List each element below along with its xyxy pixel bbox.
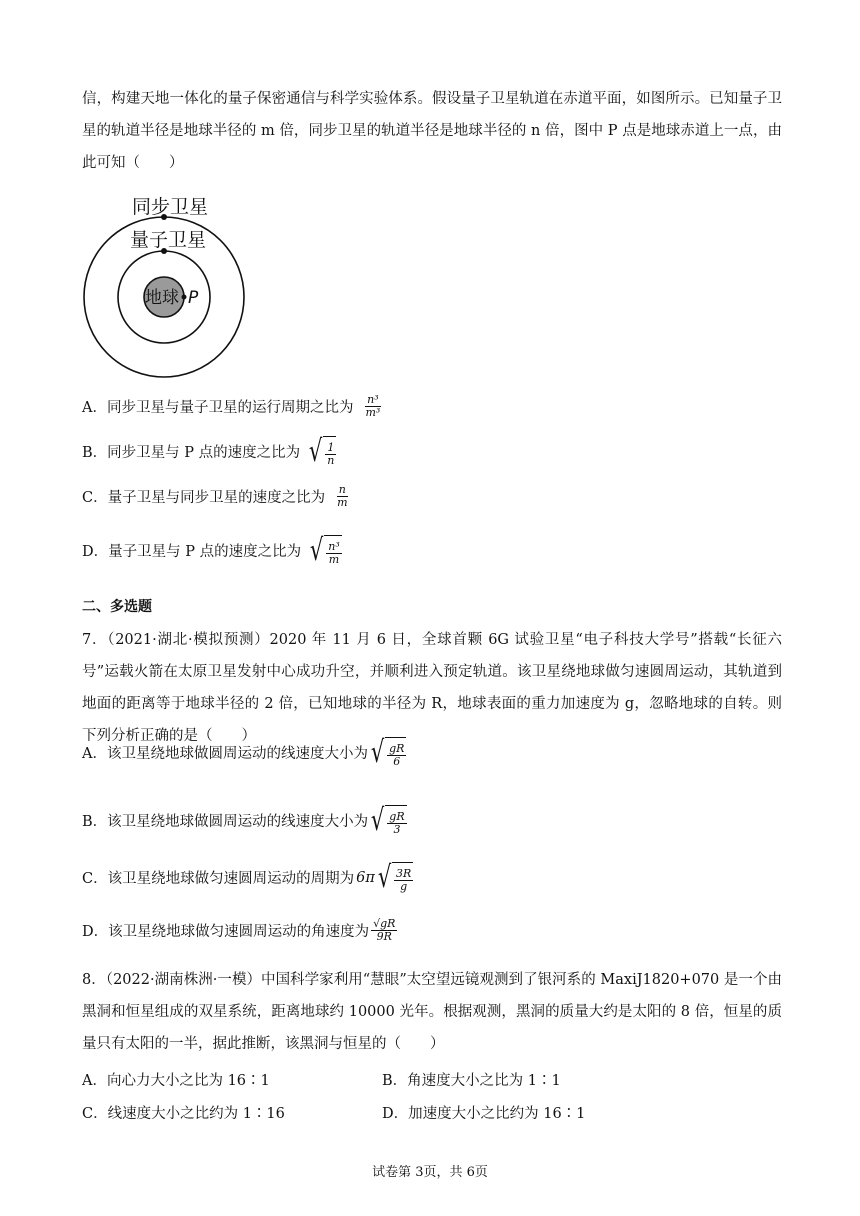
sqrt-expression: √ $\frac{\text{n³}}{m}$ <box>309 532 340 568</box>
q7-option-d[interactable]: D．该卫星绕地球做匀速圆周运动的角速度为 $\frac{√gR}{9R}$ <box>82 917 396 943</box>
q8-option-b[interactable]: B．角速度大小之比为 1∶1 <box>382 1073 561 1089</box>
q8-stem: 8．（2022·湖南株洲·一模）中国科学家利用“慧眼”太空望远镜观测到了银河系的 MaxiJ1820+070 是一个由黑洞和恒星组成的双星系统，距离地球约 10000 光年。根据观测，黑洞的质量大约是太阳的 8 倍，恒星的质量只有太阳的一半，据此推断，该黑洞与恒星的（ ） <box>82 972 782 1052</box>
q6-option-d[interactable]: D．量子卫星与 P 点的速度之比为 √ $\frac{\text{n³}}{m}$ <box>82 532 340 568</box>
q7-option-b[interactable]: B．该卫星绕地球做圆周运动的线速度大小为 √ $\frac{gR}{3}$ <box>82 802 405 838</box>
p-point-dot <box>182 295 187 300</box>
sqrt-expression: √ $\frac{gR}{6}$ <box>370 734 405 770</box>
q8-option-a[interactable]: A．向心力大小之比为 16∶1 <box>82 1073 270 1089</box>
section-title: 二、多选题 <box>82 599 152 615</box>
sqrt-expression: √ $\frac{1}{n}$ <box>309 433 335 469</box>
sqrt-expression: √ $\frac{gR}{3}$ <box>371 802 405 838</box>
q7-option-c[interactable]: C．该卫星绕地球做匀速圆周运动的周期为 6π √ $\frac{3R}{g}$ <box>82 859 412 895</box>
p-label: P <box>188 288 199 308</box>
q6-intro: 信，构建天地一体化的量子保密通信与科学实验体系。假设量子卫星轨道在赤道平面，如图所示。已知量子卫星的轨道半径是地球半径的 m 倍，同步卫星的轨道半径是地球半径的 n 倍，图中 P 点是地球赤道上一点，由此可知（ ） <box>82 91 782 171</box>
q7-stem: 7．（2021·湖北·模拟预测）2020 年 11 月 6 日，全球首颗 6G 试验卫星“电子科技大学号”搭载“长征六号”运载火箭在太原卫星发射中心成功升空，并顺利进入预定轨道。该卫星绕地球做匀速圆周运动，其轨道到地面的距离等于地球半径的 2 倍，已知地球的半径为 R，地球表面的重力加速度为 g，忽略地球的自转。则下列分析正确的是（ ） <box>82 632 782 744</box>
sync-label: 同步卫星 <box>132 196 209 218</box>
q6-option-b[interactable]: B．同步卫星与 P 点的速度之比为 √ $\frac{1}{n}$ <box>82 433 335 469</box>
q8-option-c[interactable]: C．线速度大小之比约为 1∶16 <box>82 1106 285 1122</box>
earth-label: 地球 <box>145 288 179 308</box>
page-footer: 试卷第 3页，共 6页 <box>372 1165 488 1180</box>
fraction: $\frac{√gR}{9R}$ <box>373 917 396 943</box>
sqrt-expression: √ $\frac{3R}{g}$ <box>377 859 412 895</box>
q6-option-a[interactable]: A．同步卫星与量子卫星的运行周期之比为 $\frac{\text{n³}}{\text{m³}}$ <box>82 393 381 419</box>
orbit-diagram <box>78 188 268 378</box>
quantum-label: 量子卫星 <box>130 229 207 251</box>
fraction: $\frac{\text{n³}}{\text{m³}}$ <box>365 393 381 419</box>
q7-option-a[interactable]: A．该卫星绕地球做圆周运动的线速度大小为 √ $\frac{gR}{6}$ <box>82 734 405 770</box>
q8-option-d[interactable]: D．加速度大小之比约为 16∶1 <box>382 1106 586 1122</box>
fraction: $\frac{n}{m}$ <box>337 483 348 509</box>
q6-option-c[interactable]: C．量子卫星与同步卫星的速度之比为 $\frac{n}{m}$ <box>82 483 348 509</box>
